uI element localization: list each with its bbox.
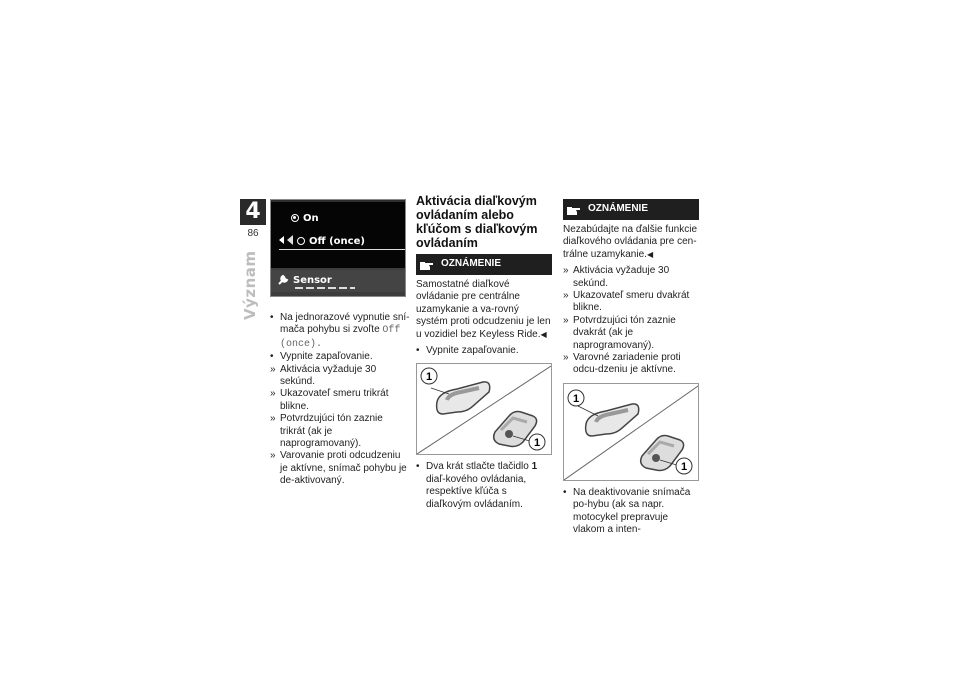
notice-bar	[563, 199, 699, 220]
screen-off-label: Off (once)	[309, 236, 365, 247]
list-item: • Vypnite zapaľovanie.	[270, 351, 373, 363]
remote-key-illustration	[416, 363, 552, 455]
column-3	[563, 199, 699, 537]
column-1	[270, 312, 410, 488]
list-item: • Na jednorazové vypnutie sní-mača pohybu si zvoľte Off (once).	[270, 312, 410, 350]
hand-pointer-icon	[420, 259, 435, 270]
radio-unselected-icon	[297, 237, 305, 245]
key-fob-drawing	[417, 364, 551, 454]
sensor-dashes	[295, 286, 355, 290]
list-item: » Ukazovateľ smeru trikrát blikne.	[270, 388, 389, 412]
list-item: » Varovné zariadenie proti odcu-dzeniu je aktívne.	[563, 352, 681, 376]
screen-option-off-once	[279, 232, 405, 250]
notice-label: OZNÁMENIE	[588, 203, 648, 215]
column-2	[416, 194, 552, 511]
chapter-side-label: Význam	[241, 250, 259, 320]
hand-pointer-icon	[567, 204, 582, 215]
notice-label: OZNÁMENIE	[441, 258, 501, 270]
radio-selected-icon	[291, 214, 299, 222]
list-item: • Vypnite zapaľovanie.	[416, 345, 519, 357]
callout-1-bottom: 1	[680, 460, 688, 473]
list-item: » Potvrdzujúci tón zaznie dvakrát (ak je naprogramovaný).	[563, 314, 676, 351]
callout-1-top: 1	[425, 371, 433, 384]
list-item: » Potvrdzujúci tón zaznie trikrát (ak je naprogramovaný).	[270, 413, 383, 450]
screen-on-label: On	[303, 213, 319, 224]
list-item: » Varovanie proti odcudzeniu je aktívne, snímač pohybu je de-aktivovaný.	[270, 450, 407, 487]
left-arrow-outline-icon	[287, 235, 293, 245]
end-mark-icon: ◀	[540, 329, 547, 339]
section-heading: Aktivácia diaľkovým ovládaním alebo kľúčom s diaľkovým ovládaním	[416, 194, 538, 250]
callout-1-top: 1	[572, 392, 580, 405]
code-off-once: Off (once).	[280, 325, 401, 350]
callout-1-bottom: 1	[533, 437, 541, 450]
list-item: » Aktivácia vyžaduje 30 sekúnd.	[563, 265, 670, 289]
notice-text: Samostatné diaľkové ovládanie pre centrálne uzamykanie a va-rovný systém proti odcudzeniu je len u vozidiel bez Keyless Ride.◀	[416, 279, 551, 340]
notice-bar	[416, 254, 552, 275]
list-item: • Na deaktivovanie snímača po-hybu (ak sa napr. motocykel prepravuje vlakom a inten-	[563, 486, 691, 536]
screen-sensor-row	[271, 270, 405, 292]
remote-key-illustration	[563, 383, 699, 481]
end-mark-icon: ◀	[646, 249, 654, 259]
list-item: » Aktivácia vyžaduje 30 sekúnd.	[270, 363, 377, 388]
key-fob-drawing	[564, 384, 698, 480]
chapter-number: 4	[240, 199, 266, 225]
dashboard-screen-illustration	[270, 199, 406, 297]
page-number: 86	[247, 228, 259, 239]
screen-sensor-label: Sensor	[293, 275, 332, 286]
notice-text: Nezabúdajte na ďalšie funkcie diaľkového ovládania pre cen-trálne uzamykanie.◀	[563, 224, 698, 260]
list-item: • Dva krát stlačte tlačidlo 1 diaľ-kového ovládania, respektíve kľúča s diaľkovým ovládaním.	[416, 461, 538, 510]
wrench-icon	[277, 273, 289, 285]
left-arrow-icon	[279, 236, 284, 244]
list-item: » Ukazovateľ smeru dvakrát blikne.	[563, 290, 690, 314]
screen-option-on	[291, 213, 405, 224]
